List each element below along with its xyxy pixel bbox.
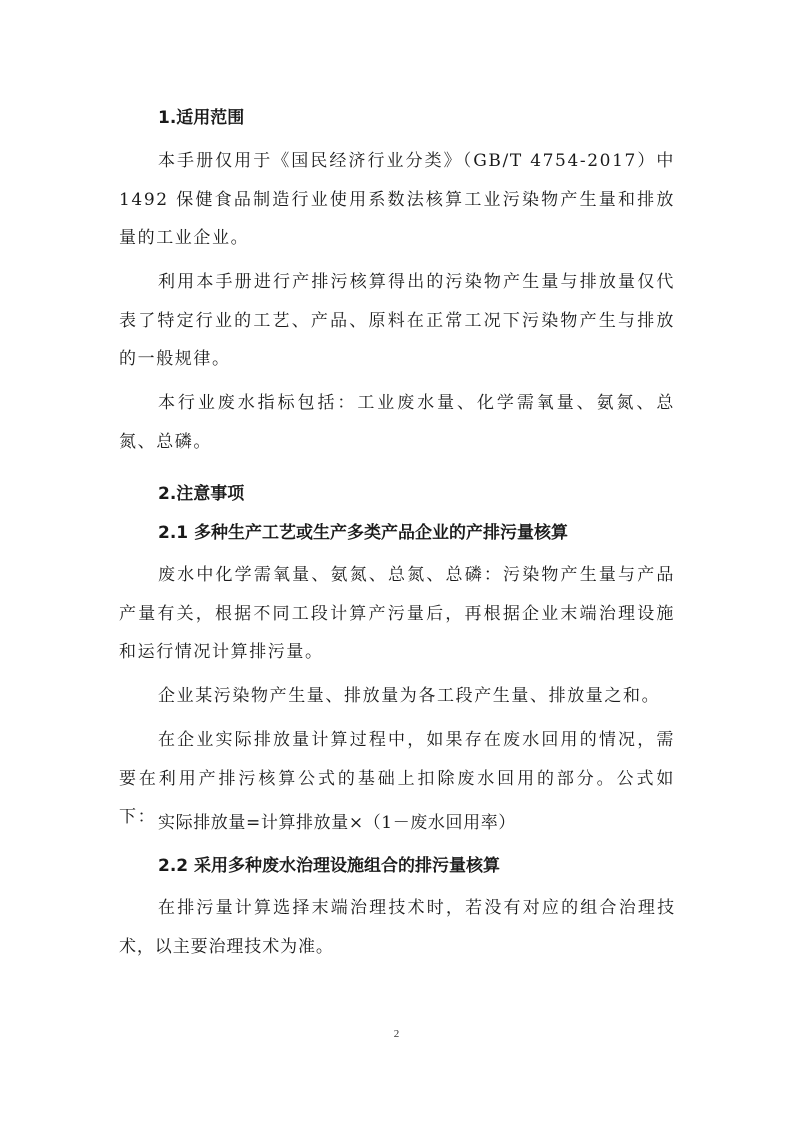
notes-paragraph-2-block (119, 677, 675, 716)
subsection-heading-2-1: 2.1 多种生产工艺或生产多类产品企业的产排污量核算 (158, 523, 569, 543)
notes-paragraph-1: 废水中化学需氧量、氨氮、总氮、总磷：污染物产生量与产品产量有关，根据不同工段计算产污量后，再根据企业末端治理设施和运行情况计算排污量。 (119, 565, 675, 662)
section-heading-scope: 1.适用范围 (158, 108, 245, 128)
scope-paragraph-3: 本行业废水指标包括：工业废水量、化学需氧量、氨氮、总氮、总磷。 (119, 393, 675, 452)
scope-paragraph-3-block (119, 384, 675, 461)
notes-paragraph-3: 在企业实际排放量计算过程中，如果存在废水回用的情况，需要在利用产排污核算公式的基础上扣除废水回用的部分。公式如下： (119, 730, 675, 827)
scope-paragraph-2-block (119, 263, 675, 379)
scope-paragraph-1-block (119, 142, 675, 258)
combo-paragraph-1-block (119, 889, 675, 966)
scope-paragraph-2: 利用本手册进行产排污核算得出的污染物产生量与排放量仅代表了特定行业的工艺、产品、原料在正常工况下污染物产生与排放的一般规律。 (119, 272, 675, 369)
page-number: 2 (393, 1028, 400, 1040)
notes-paragraph-1-block (119, 556, 675, 672)
discharge-formula: 实际排放量=计算排放量×（1－废水回用率） (158, 813, 516, 833)
combo-paragraph-1: 在排污量计算选择末端治理技术时，若没有对应的组合治理技术，以主要治理技术为准。 (119, 898, 675, 957)
scope-paragraph-1: 本手册仅用于《国民经济行业分类》（GB/T 4754-2017）中 1492 保健食品制造行业使用系数法核算工业污染物产生量和排放量的工业企业。 (119, 151, 675, 248)
section-heading-notes: 2.注意事项 (158, 484, 245, 504)
notes-paragraph-2: 企业某污染物产生量、排放量为各工段产生量、排放量之和。 (158, 686, 661, 706)
subsection-heading-2-2: 2.2 采用多种废水治理设施组合的排污量核算 (158, 856, 501, 876)
